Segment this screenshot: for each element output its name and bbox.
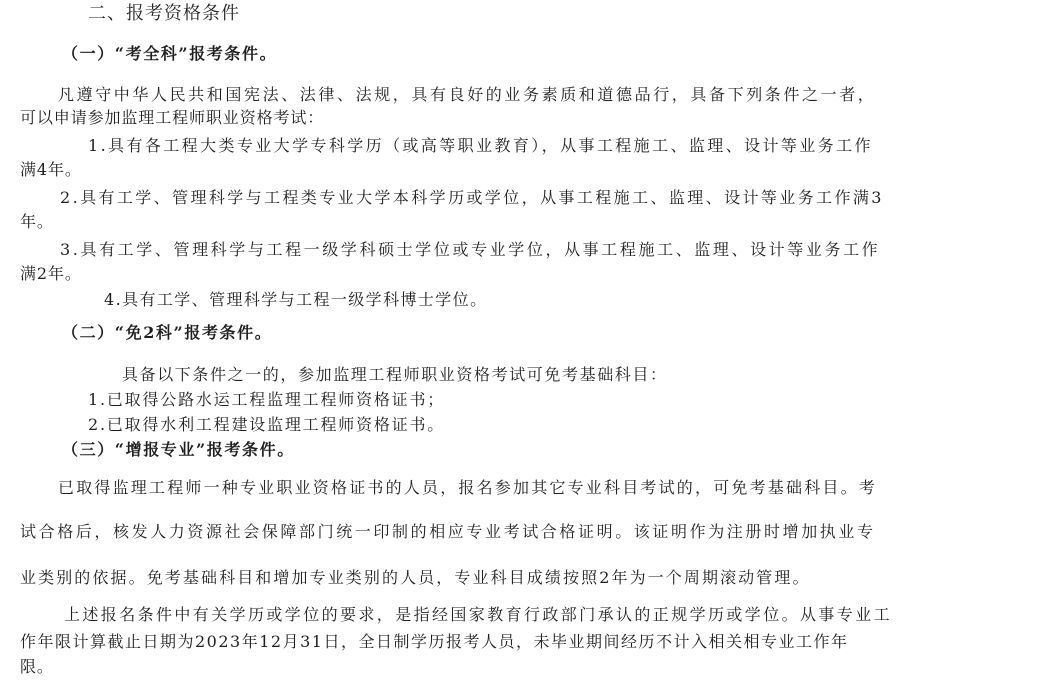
- note-line2: 作年限计算截止日期为2023年12月31日，全日制学历报考人员，未毕业期间经历不计入相关相专业工作年: [20, 632, 849, 651]
- part3-line1: 已取得监理工程师一种专业职业资格证书的人员，报名参加其它专业科目考试的，可免考基础科目。考: [58, 478, 878, 497]
- part1-intro-line2: 可以申请参加监理工程师职业资格考试：: [20, 108, 325, 127]
- part1-title: （一）“考全科”报考条件。: [62, 44, 278, 63]
- part1-item3-line1: 3.具有工学、管理科学与工程一级学科硕士学位或专业学位，从事工程施工、监理、设计等业务工作: [60, 240, 881, 259]
- part1-item1-line2: 满4年。: [20, 160, 82, 179]
- note-line3: 限。: [20, 657, 54, 676]
- part2-item2: 2.已取得水利工程建设监理工程师资格证书。: [88, 415, 446, 434]
- part1-item1-line1: 1.具有各工程大类专业大学专科学历（或高等职业教育），从事工程施工、监理、设计等业务工作: [88, 136, 873, 155]
- part3-line2: 试合格后，核发人力资源社会保障部门统一印制的相应专业考试合格证明。该证明作为注册时增加执业专: [20, 522, 876, 541]
- part2-item1: 1.已取得公路水运工程监理工程师资格证书；: [88, 390, 446, 409]
- part3-line3: 业类别的依据。免考基础科目和增加专业类别的人员，专业科目成绩按照2年为一个周期滚动管理。: [20, 568, 811, 587]
- part1-item3-line2: 满2年。: [20, 264, 82, 283]
- note-line1: 上述报名条件中有关学历或学位的要求，是指经国家教育行政部门承认的正规学历或学位。从事专业工: [64, 605, 893, 624]
- part1-item2-line2: 年。: [20, 212, 54, 231]
- part1-item4: 4.具有工学、管理科学与工程一级学科博士学位。: [104, 290, 488, 309]
- part1-intro-line1: 凡遵守中华人民共和国宪法、法律、法规，具有良好的业务素质和道德品行，具备下列条件之一者，: [58, 85, 877, 104]
- part2-title: （二）“免2科”报考条件。: [62, 323, 273, 342]
- section-title: 二、报考资格条件: [88, 3, 240, 24]
- part2-intro: 具备以下条件之一的，参加监理工程师职业资格考试可免考基础科目：: [122, 365, 668, 384]
- part3-title: （三）“增报专业”报考条件。: [62, 440, 295, 459]
- part1-item2-line1: 2.具有工学、管理科学与工程类专业大学本科学历或学位，从事工程施工、监理、设计等业务工作满3: [60, 188, 884, 207]
